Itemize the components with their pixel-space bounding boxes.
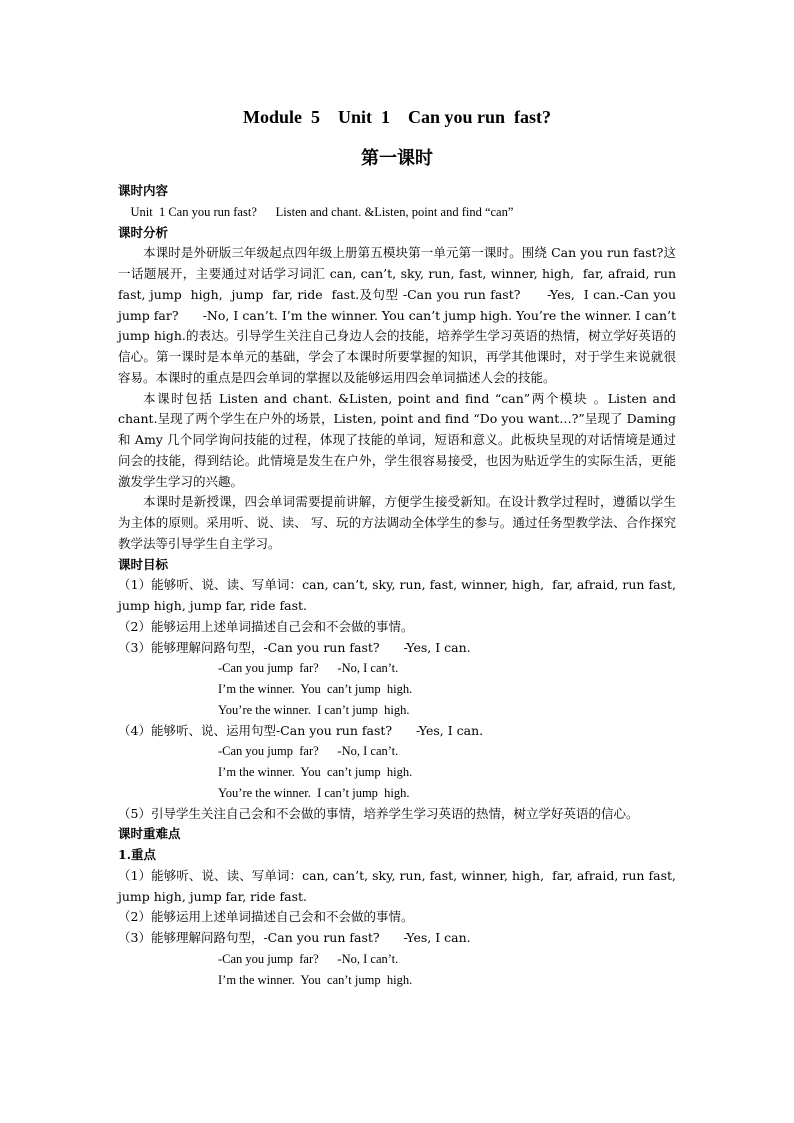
document-title: Module 5 Unit 1 Can you run fast? bbox=[242, 107, 552, 127]
goal-item-5: （5）引导学生关注自己会和不会做的事情，培养学生学习英语的热情，树立学好英语的信心。 bbox=[118, 805, 639, 821]
analysis-paragraph-1: 本课时是外研版三年级起点四年级上册第五模块第一单元第一课时。围绕 Can you run fast?这一话题展开，主要通过对话学习词汇 can, can’t, sky, run, fast, winner, high, far, afraid, run fast, jump high, jump far, ride fast.及句型 -Can you run fast? -Yes, I can.-Can you jump far? -No, I can’t. I’m the winner. You can’t jump high. You’re the winner. I can’t jump high.的表达。引导学生关注自己身边人会的技能，培养学生学习英语的热情，树立学好英语的信心。第一课时是本单元的基础，学会了本课时所要掌握的知识，再学其他课时，对于学生来说就很容易。本课时的重点是四会单词的掌握以及能够运用四会单词描述人会的技能。 bbox=[118, 245, 680, 385]
goal-item-2: （2）能够运用上述单词描述自己会和不会做的事情。 bbox=[118, 618, 414, 634]
keypoint-item-3-line-b: I’m the winner. You can’t jump high. bbox=[218, 972, 413, 987]
analysis-paragraph-2: 本课时包括 Listen and chant. &Listen, point and find “can”两个模块 。Listen and chant.呈现了两个学生在户外的场景，Listen, point and find “Do you want…?”呈现了 Daming 和 Amy 几个同学询问技能的过程，体现了技能的单词，短语和意义。此板块呈现的对话情境是通过问会的技能，得到结论。此情境是发生在户外，学生很容易接受，也因为贴近学生的实际生活，更能激发学生学习的兴趣。 bbox=[118, 390, 680, 489]
keypoint-item-1: （1）能够听、说、读、写单词：can, can’t, sky, run, fast, winner, high, far, afraid, run fast, jump high, jump far, ride fast. bbox=[118, 867, 680, 904]
keypoint-item-2: （2）能够运用上述单词描述自己会和不会做的事情。 bbox=[118, 909, 414, 925]
document-body bbox=[118, 181, 680, 990]
goal-item-4: （4）能够听、说、运用句型-Can you run fast? -Yes, I can. bbox=[118, 722, 484, 738]
section-heading-content: 课时内容 bbox=[118, 183, 169, 198]
keypoint-item-3: （3）能够理解问路句型，-Can you run fast? -Yes, I can. bbox=[118, 930, 471, 945]
goal-item-4-line-a: -Can you jump far? -No, I can’t. bbox=[218, 744, 399, 759]
goal-item-3-line-a: -Can you jump far? -No, I can’t. bbox=[218, 661, 399, 676]
goal-item-4-line-b: I’m the winner. You can’t jump high. bbox=[218, 765, 413, 779]
goal-item-4-line-c: You’re the winner. I can’t jump high. bbox=[218, 785, 410, 800]
content-line: Unit 1 Can you run fast? Listen and chant. &Listen, point and find “can” bbox=[118, 204, 514, 219]
section-heading-keypoints: 课时重难点 bbox=[118, 826, 181, 842]
analysis-paragraph-3: 本课时是新授课，四会单词需要提前讲解，方便学生接受新知。在设计教学过程时，遵循以学生为主体的原则。采用听、说、读、 写、玩的方法调动全体学生的参与。通过任务型教学法、合作探究教学法等引导学生自主学习。 bbox=[118, 494, 676, 551]
keypoints-subheading: 1.重点 bbox=[118, 847, 157, 862]
document-subtitle: 第一课时 bbox=[361, 148, 433, 169]
goal-item-1: （1）能够听、说、读、写单词：can, can’t, sky, run, fast, winner, high, far, afraid, run fast, jump high, jump far, ride fast. bbox=[118, 577, 680, 613]
goal-item-3-line-b: I’m the winner. You can’t jump high. bbox=[218, 682, 413, 696]
section-heading-goals: 课时目标 bbox=[118, 556, 169, 572]
keypoint-item-3-line-a: -Can you jump far? -No, I can’t. bbox=[218, 951, 399, 966]
goal-item-3: （3）能够理解问路句型，-Can you run fast? -Yes, I can. bbox=[118, 639, 471, 655]
section-heading-analysis: 课时分析 bbox=[118, 224, 169, 240]
goal-item-3-line-c: You’re the winner. I can’t jump high. bbox=[218, 702, 410, 717]
